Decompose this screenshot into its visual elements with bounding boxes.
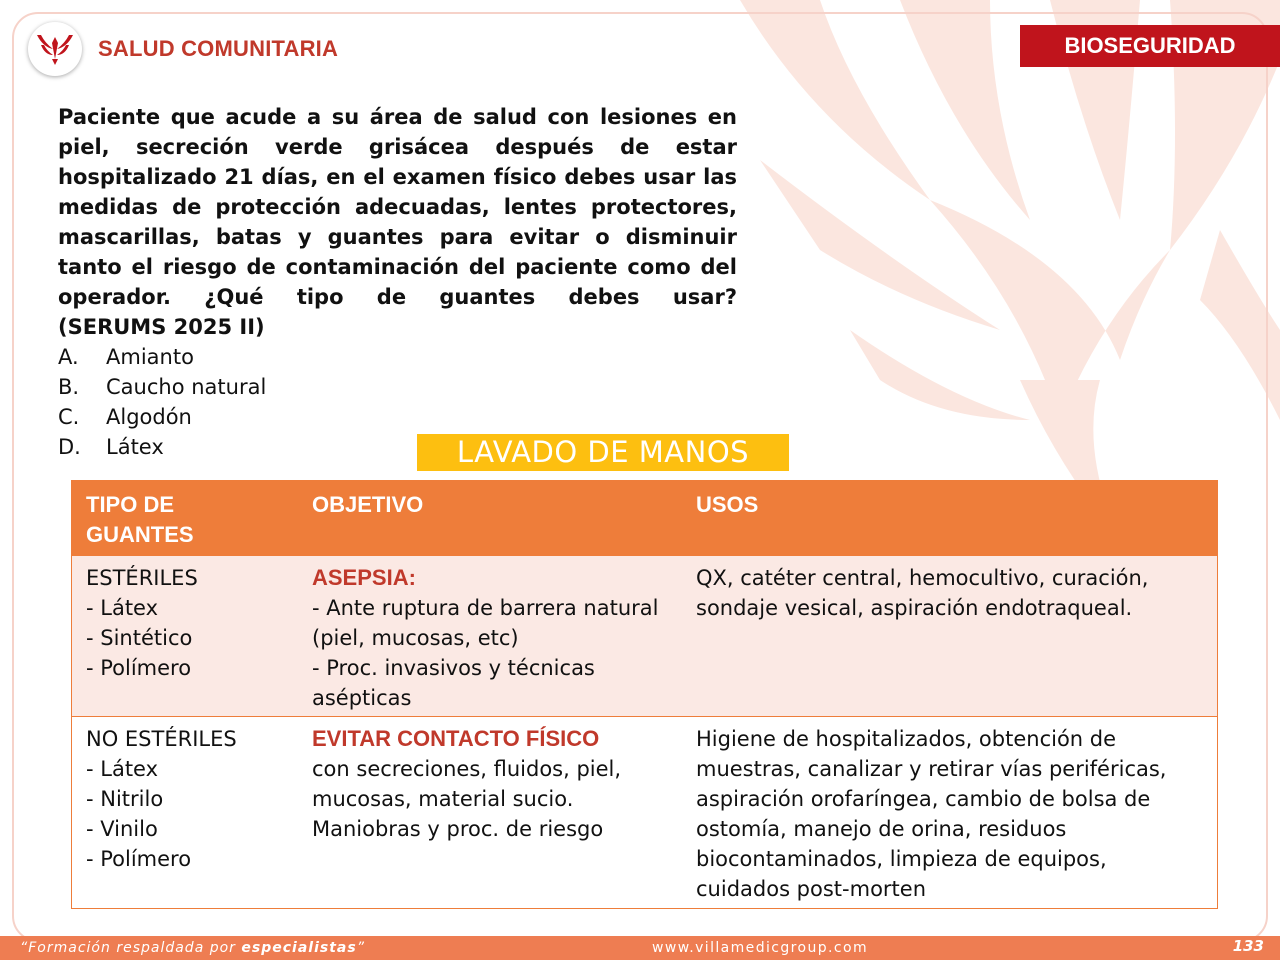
question-source: (SERUMS 2025 II) (58, 315, 265, 339)
option-a[interactable] (58, 342, 266, 372)
tipo-title: ESTÉRILES (86, 566, 198, 590)
option-text: Amianto (106, 345, 194, 369)
objetivo-line: Maniobras y proc. de riesgo (312, 817, 604, 841)
option-b[interactable] (58, 372, 266, 402)
objetivo-line: - Proc. invasivos y técnicas asépticas (312, 656, 595, 710)
objetivo-line: con secreciones, fluidos, piel, mucosas, material sucio. (312, 757, 622, 811)
gloves-table (71, 480, 1218, 909)
tipo-item: - Látex (86, 596, 159, 620)
tipo-item: - Látex (86, 757, 159, 781)
section-title: SALUD COMUNITARIA (98, 36, 339, 61)
question-text (58, 102, 737, 342)
tipo-title: NO ESTÉRILES (86, 727, 237, 751)
option-letter: A. (58, 345, 79, 369)
slogan-suffix: ” (356, 940, 365, 956)
slogan-prefix: “Formación respaldada por (20, 940, 242, 956)
tipo-item: - Polímero (86, 656, 192, 680)
cell-usos: Higiene de hospitalizados, obtención de muestras, canalizar y retirar vías periféricas, aspiración orofaríngea, cambio de bolsa de ostomía, manejo de orina, residuos biocontaminados, limpieza de equipos, cuidados post-morten (696, 727, 1167, 901)
option-text: Látex (106, 435, 164, 459)
tipo-item: - Vinilo (86, 817, 158, 841)
cell-objetivo (298, 556, 682, 716)
cell-usos: QX, catéter central, hemocultivo, curación, sondaje vesical, aspiración endotraqueal. (696, 566, 1149, 620)
option-c[interactable] (58, 402, 266, 432)
phoenix-logo-icon (35, 31, 75, 67)
topic-badge: BIOSEGURIDAD (1020, 25, 1280, 67)
header-tipo: TIPO DE GUANTES (86, 492, 194, 547)
header-usos: USOS (696, 492, 759, 517)
table-header-row (72, 481, 1217, 556)
option-letter: B. (58, 375, 80, 399)
question-body: Paciente que acude a su área de salud con lesiones en piel, secreción verde grisácea después de estar hospitalizado 21 días, en el examen físico debes usar las medidas de protección adecuadas, lentes protectores, mascarillas, batas y guantes para evitar o disminuir tanto el riesgo de contaminación del paciente como del operador. ¿Qué tipo de guantes debes usar? (58, 105, 737, 309)
logo (28, 22, 82, 76)
tipo-item: - Nitrilo (86, 787, 164, 811)
tipo-item: - Sintético (86, 626, 193, 650)
option-text: Caucho natural (106, 375, 267, 399)
footer-slogan (20, 940, 365, 956)
option-letter: D. (58, 435, 81, 459)
table-row (72, 556, 1217, 717)
cell-objetivo (298, 717, 682, 907)
table-row (72, 717, 1217, 907)
footer-website-link[interactable]: www.villamedicgroup.com (652, 940, 868, 956)
option-letter: C. (58, 405, 80, 429)
cell-tipo (72, 556, 298, 716)
slogan-bold: especialistas (241, 940, 357, 956)
objetivo-line: - Ante ruptura de barrera natural (piel, mucosas, etc) (312, 596, 659, 650)
answer-options (58, 342, 266, 462)
cell-tipo (72, 717, 298, 907)
page-number: 133 (1232, 937, 1264, 955)
header-objetivo: OBJETIVO (312, 492, 424, 517)
option-text: Algodón (106, 405, 192, 429)
objetivo-title: EVITAR CONTACTO FÍSICO (312, 726, 600, 751)
section-banner: LAVADO DE MANOS (417, 434, 789, 471)
objetivo-title: ASEPSIA: (312, 565, 416, 590)
footer-bar (0, 936, 1280, 960)
tipo-item: - Polímero (86, 847, 192, 871)
option-d[interactable] (58, 432, 266, 462)
